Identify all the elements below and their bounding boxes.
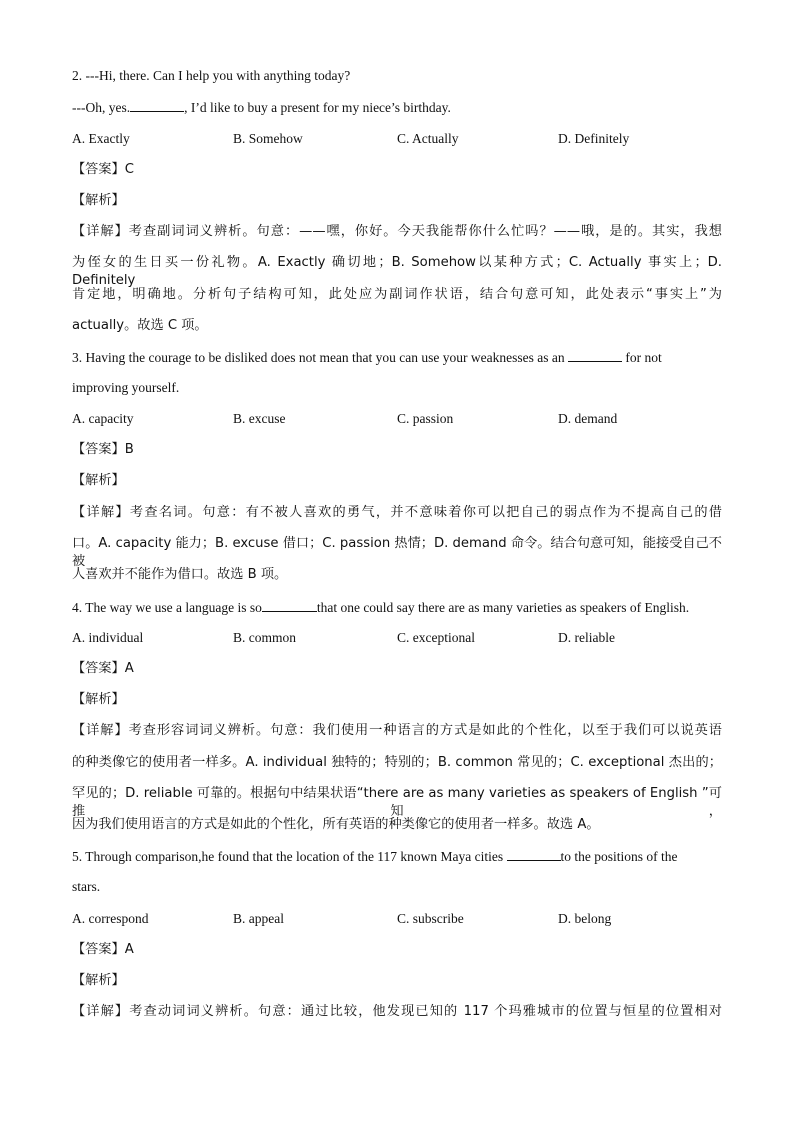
- q2-stem-line2: [72, 98, 451, 117]
- q2-detail-line3: 肯定地，明确地。分析句子结构可知，此处应为副词作状语，结合句意可知，此处表示“事实上”为: [72, 287, 722, 302]
- q5-option-c: C. subscribe: [397, 911, 464, 926]
- q3-detail-line3: 人喜欢并不能作为借口。故选 B 项。: [72, 567, 288, 582]
- q4-answer: 【答案】A: [72, 661, 134, 676]
- q4-option-c: C. exceptional: [397, 630, 475, 645]
- q4-option-b: B. common: [233, 630, 296, 645]
- q3-analysis-heading: 【解析】: [72, 473, 125, 488]
- q3-option-a: A. capacity: [72, 411, 134, 426]
- q4-detail-line4: 因为我们使用语言的方式是如此的个性化，所有英语的种类像它的使用者一样多。故选 A。: [72, 817, 600, 832]
- q4-option-a: A. individual: [72, 630, 144, 645]
- q2-stem-post: , I’d like to buy a present for my niece’s birthday.: [184, 100, 451, 115]
- q2-detail-line4: actually。故选 C 项。: [72, 318, 208, 333]
- q3-stem-line1: [72, 348, 662, 367]
- q3-stem-line2: improving yourself.: [72, 380, 180, 395]
- q4-options: [72, 629, 732, 647]
- q4-detail-line3: 罕见的；D. reliable 可靠的。根据句中结果状语“there are as many varieties as speakers of English ”可推知，: [72, 786, 722, 819]
- q2-detail-line2: 为侄女的生日买一份礼物。A. Exactly 确切地；B. Somehow以某种方式；C. Actually 事实上；D. Definitely: [72, 255, 722, 288]
- q5-options: [72, 910, 732, 928]
- q3-answer: 【答案】B: [72, 442, 134, 457]
- q5-analysis-heading: 【解析】: [72, 973, 125, 988]
- q5-option-a: A. correspond: [72, 911, 149, 926]
- answer-blank: [568, 348, 622, 362]
- q3-options: [72, 410, 732, 428]
- q2-stem-pre: ---Oh, yes.: [72, 100, 131, 115]
- q5-option-b: B. appeal: [233, 911, 284, 926]
- q4-stem-post: that one could say there are as many varieties as speakers of English.: [316, 600, 690, 615]
- q2-answer: 【答案】C: [72, 162, 134, 177]
- q4-analysis-heading: 【解析】: [72, 692, 125, 707]
- answer-blank: [262, 598, 317, 612]
- q4-detail-line2: 的种类像它的使用者一样多。A. individual 独特的；特别的；B. common 常见的；C. exceptional 杰出的；: [72, 755, 722, 770]
- q4-detail-line1: 【详解】考查形容词词义辨析。句意：我们使用一种语言的方式是如此的个性化，以至于我们可以说英语: [72, 723, 722, 738]
- q5-option-d: D. belong: [558, 911, 612, 926]
- q2-analysis-heading: 【解析】: [72, 193, 125, 208]
- q4-stem-pre: 4. The way we use a language is so: [72, 600, 262, 615]
- q3-detail-line1: 【详解】考查名词。句意：有不被人喜欢的勇气，并不意味着你可以把自己的弱点作为不提高自己的借: [72, 505, 722, 520]
- q3-detail-line2: 口。A. capacity 能力；B. excuse 借口；C. passion 热情；D. demand 命令。结合句意可知，能接受自己不被: [72, 536, 722, 569]
- answer-blank: [130, 98, 184, 112]
- q5-stem-pre: 5. Through comparison,he found that the location of the 117 known Maya cities: [72, 849, 504, 864]
- q2-stem-line1: 2. ---Hi, there. Can I help you with anything today?: [72, 68, 351, 83]
- q3-option-b: B. excuse: [233, 411, 286, 426]
- q3-option-c: C. passion: [397, 411, 454, 426]
- q2-option-d: D. Definitely: [558, 131, 630, 146]
- q3-option-d: D. demand: [558, 411, 618, 426]
- q2-option-a: A. Exactly: [72, 131, 130, 146]
- q5-answer: 【答案】A: [72, 942, 134, 957]
- q5-stem-line1: [72, 847, 678, 866]
- q2-option-c: C. Actually: [397, 131, 459, 146]
- q3-stem-post: for not: [625, 350, 662, 365]
- q4-option-d: D. reliable: [558, 630, 615, 645]
- q5-stem-line2: stars.: [72, 879, 101, 894]
- q5-stem-post: to the positions of the: [560, 849, 678, 864]
- q2-detail-line1: 【详解】考查副词词义辨析。句意：——嘿，你好。今天我能帮你什么忙吗？——哦，是的。其实，我想: [72, 224, 722, 239]
- q4-stem: [72, 598, 689, 617]
- q2-option-b: B. Somehow: [233, 131, 303, 146]
- q3-stem-pre: 3. Having the courage to be disliked does not mean that you can use your weaknesses as an: [72, 350, 565, 365]
- q2-options: [72, 130, 732, 148]
- q5-detail-line1: 【详解】考查动词词义辨析。句意：通过比较，他发现已知的 117 个玛雅城市的位置与恒星的位置相对: [72, 1004, 722, 1019]
- answer-blank: [507, 847, 561, 861]
